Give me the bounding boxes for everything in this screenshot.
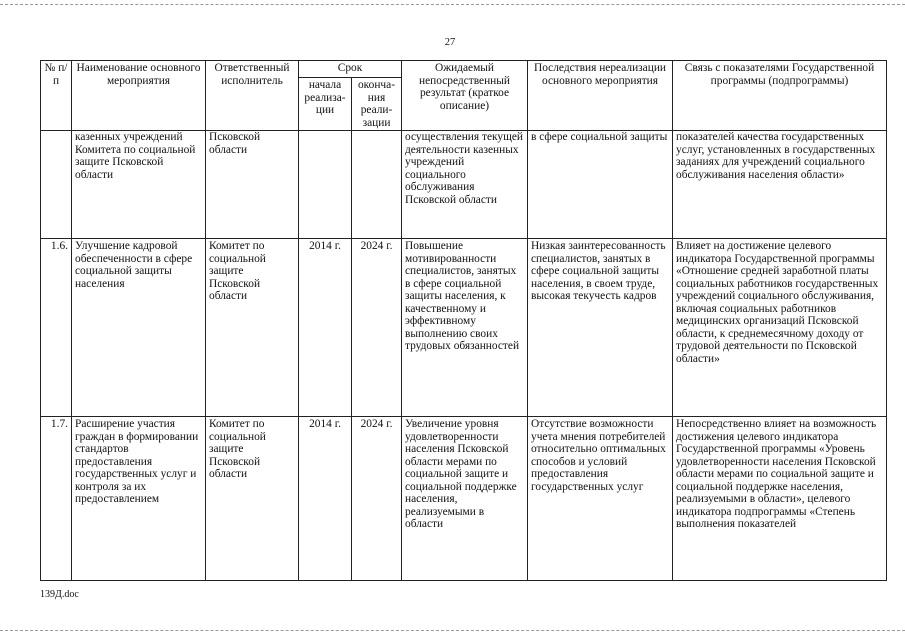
table-row (41, 131, 887, 239)
row-start (299, 131, 352, 239)
row-program-link: Влияет на достижение целевого индикатора Государственной программы «Отношение средней заработной платы социальных работников государственных учреждений социального обслуживания, включая социальных работников медицинских организаций Псковской области, к среднемесячному доходу от трудовой деятельности по Псковской области» (673, 239, 887, 417)
header-responsible: Ответственный исполнитель (206, 61, 299, 131)
row-responsible: Комитет по социальной защите Псковской области (206, 239, 299, 417)
header-term: Срок (299, 61, 402, 78)
row-start: 2014 г. (299, 239, 352, 417)
row-end: 2024 г. (352, 417, 402, 581)
header-row-1 (41, 61, 887, 78)
header-consequences: Последствия нереализации основного мероприятия (528, 61, 673, 131)
header-end: оконча-ния реали-зации (352, 78, 402, 131)
row-expected-result: Увеличение уровня удовлетворенности населения Псковской области мерами по социальной защите и социальной поддержке населения, реализуемыми в области (402, 417, 528, 581)
row-consequences: в сфере социальной защиты (528, 131, 673, 239)
header-num: № п/п (41, 61, 72, 131)
table-row (41, 239, 887, 417)
row-expected-result: Повышение мотивированности специалистов, занятых в сфере социальной защиты населения, к качественному и эффективному выполнению своих трудовых обязанностей (402, 239, 528, 417)
header-expected-result: Ожидаемый непосредственный результат (краткое описание) (402, 61, 528, 131)
row-end: 2024 г. (352, 239, 402, 417)
row-name: казенных учреждений Комитета по социальной защите Псковской области (72, 131, 206, 239)
row-end (352, 131, 402, 239)
table-row (41, 417, 887, 581)
row-num: 1.6. (41, 239, 72, 417)
row-num: 1.7. (41, 417, 72, 581)
top-scan-border (0, 4, 905, 5)
row-start: 2014 г. (299, 417, 352, 581)
header-program-link: Связь с показателями Государственной программы (подпрограммы) (673, 61, 887, 131)
activities-table (40, 60, 887, 581)
header-start: начала реализа-ции (299, 78, 352, 131)
page-number: 27 (444, 37, 456, 48)
row-consequences: Низкая заинтересованность специалистов, занятых в сфере социальной защиты населения, в своем труде, высокая текучесть кадров (528, 239, 673, 417)
row-responsible: Псковской области (206, 131, 299, 239)
row-name: Расширение участия граждан в формировании стандартов предоставления государственных услуг и контроля за их предоставлением (72, 417, 206, 581)
footer-filename: 139Д.doc (40, 589, 79, 600)
row-expected-result: осуществления текущей деятельности казенных учреждений социального обслуживания Псковской области (402, 131, 528, 239)
bottom-scan-border (0, 630, 905, 631)
row-name: Улучшение кадровой обеспеченности в сфере социальной защиты населения (72, 239, 206, 417)
row-program-link: показателей качества государственных услуг, установленных в государственных заданиях для учреждений социального обслуживания населения области» (673, 131, 887, 239)
row-consequences: Отсутствие возможности учета мнения потребителей относительно оптимальных способов и условий предоставления государственных услуг (528, 417, 673, 581)
row-responsible: Комитет по социальной защите Псковской области (206, 417, 299, 581)
row-program-link: Непосредственно влияет на возможность достижения целевого индикатора Государственной программы «Уровень удовлетворенности населения Псковской области мерами по социальной защите и социальной поддержке населения, реализуемыми в области», целевого индикатора подпрограммы «Степень выполнения показателей (673, 417, 887, 581)
row-num (41, 131, 72, 239)
header-name: Наименование основного мероприятия (72, 61, 206, 131)
